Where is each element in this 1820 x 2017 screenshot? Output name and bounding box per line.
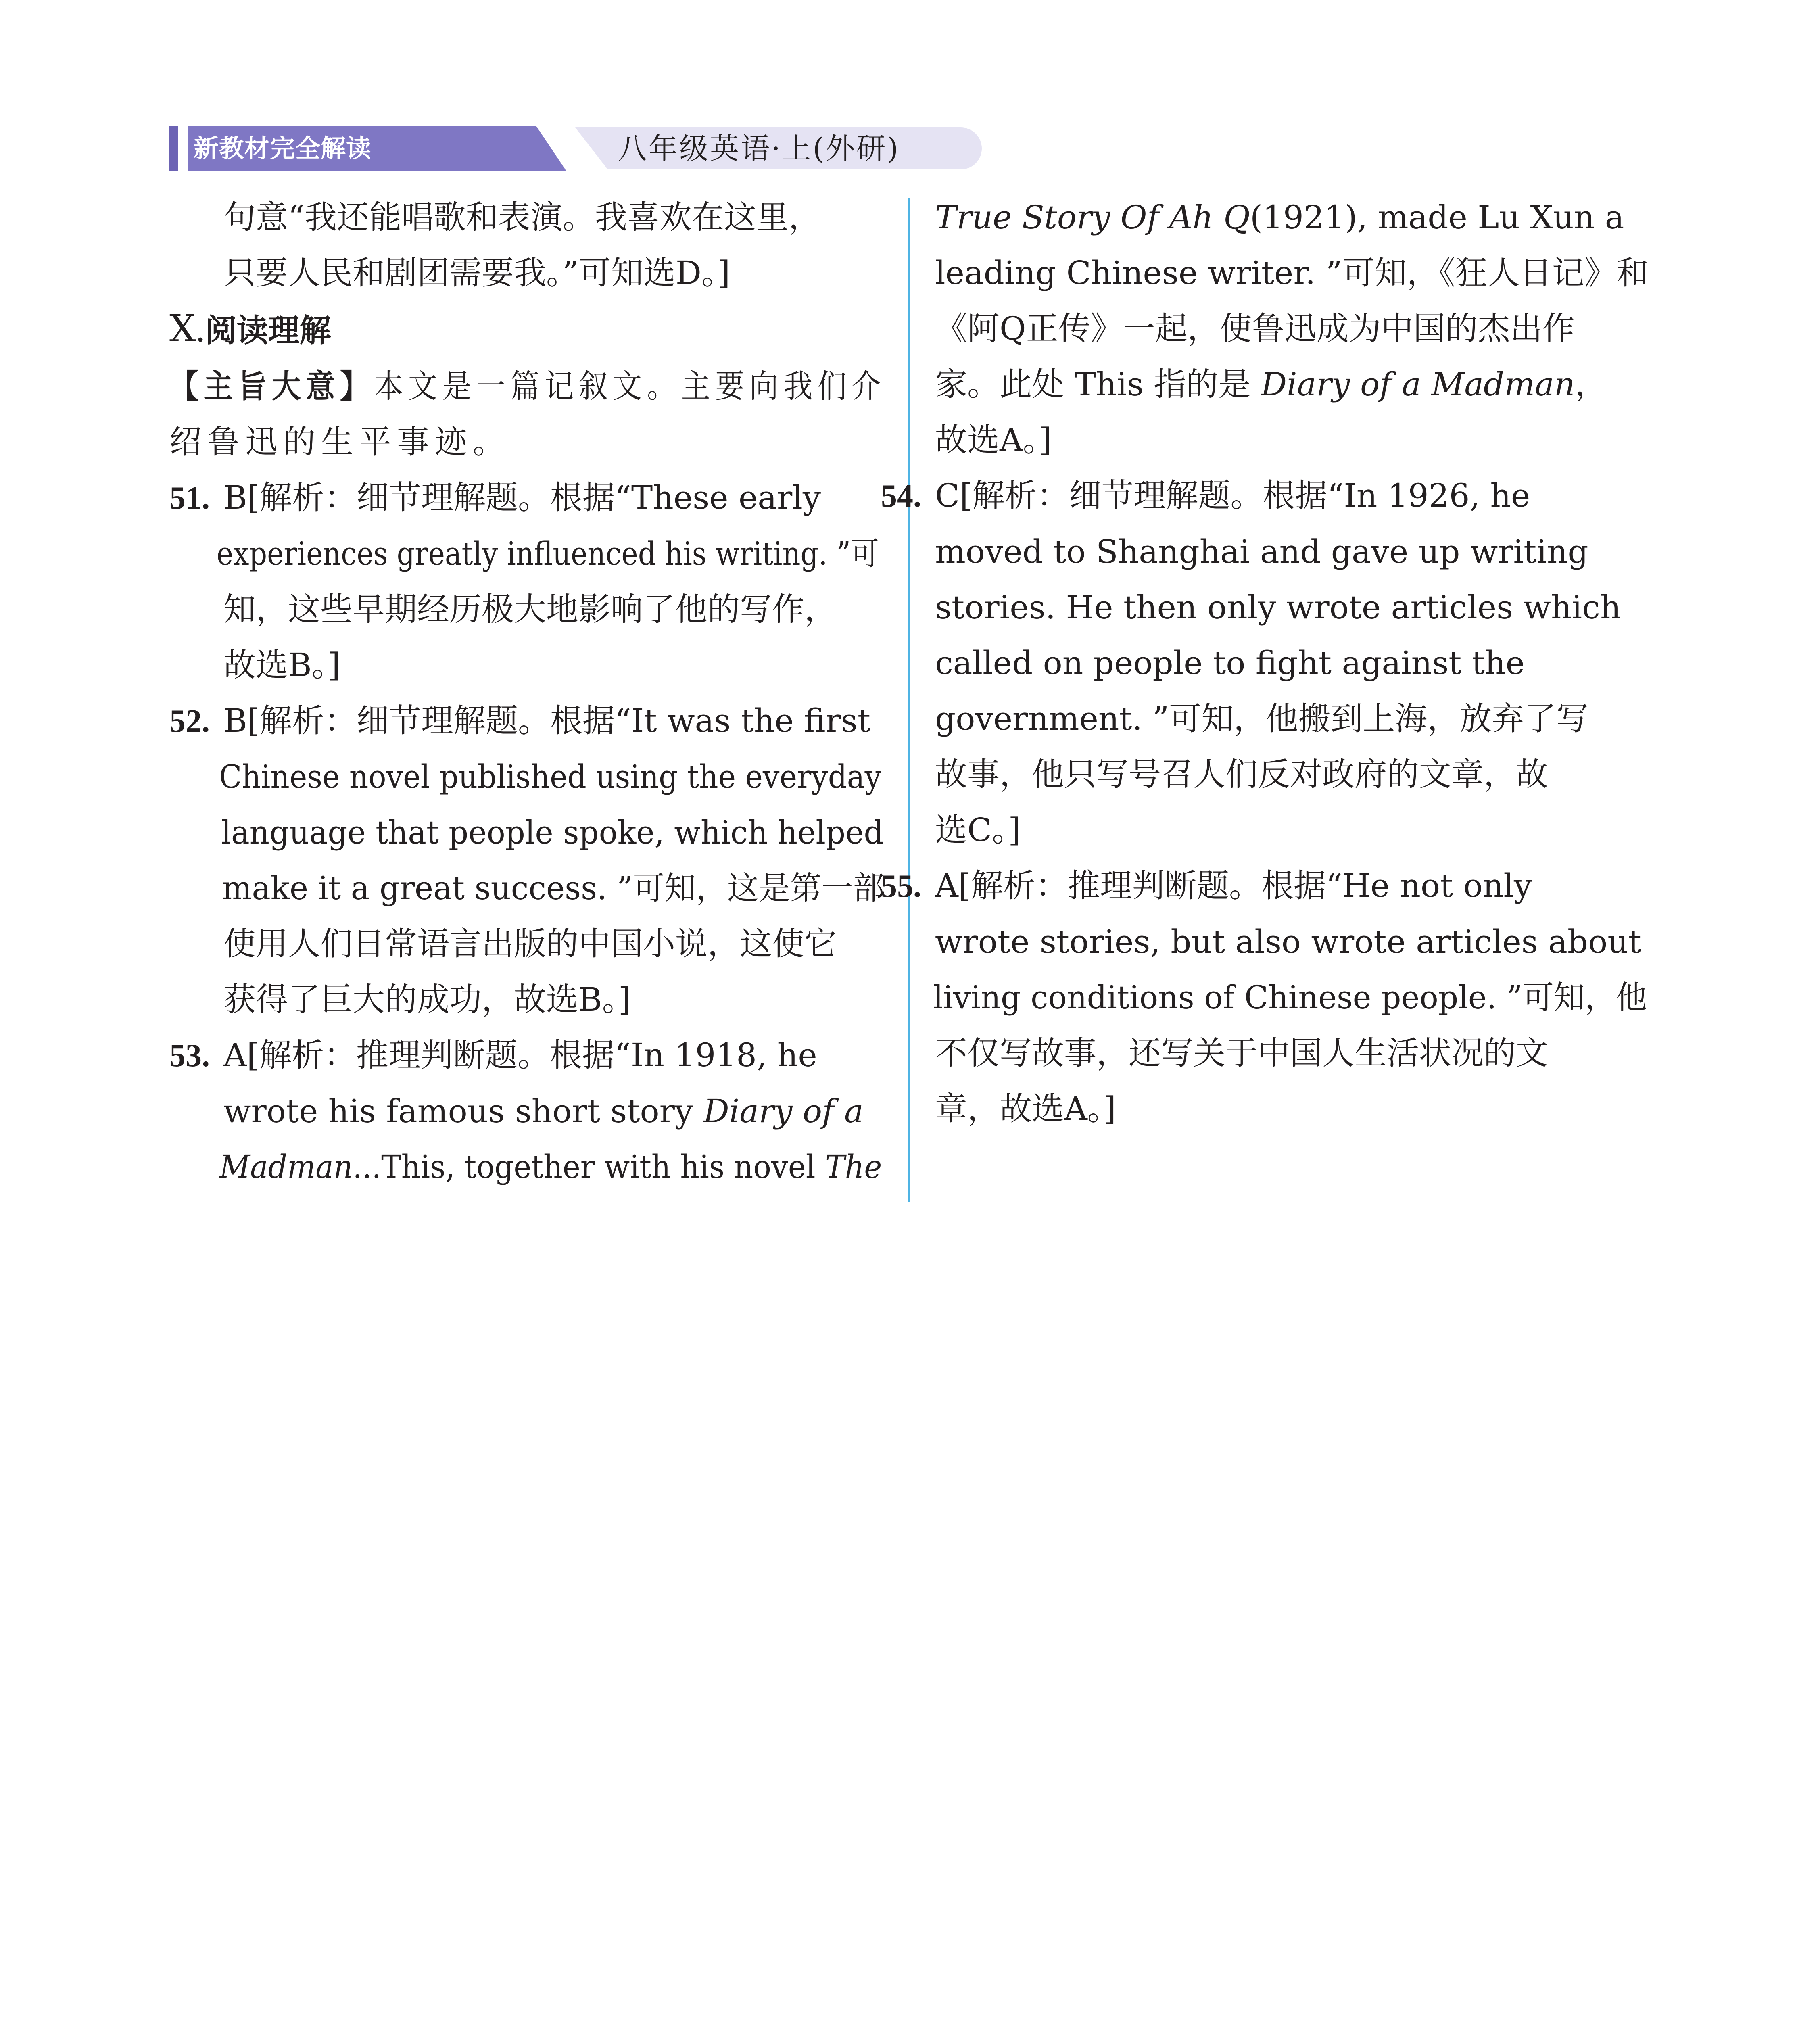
text-line: 本文是一篇记叙文。主要向我们介 [374,367,886,405]
header-accent-bar [169,126,178,171]
left-column [169,190,886,1195]
text-line: 不仅写故事，还写关于中国人生活状况的文 [935,1034,1548,1072]
italic-title: Diary of a [703,1092,864,1130]
text-line: 故选B。] [223,646,340,684]
question-number: 53. [169,1038,210,1073]
text-line: A[解析：推理判断题。根据“He not only [935,867,1532,904]
previous-answer-continuation [169,190,886,301]
question-number: 52. [169,704,210,739]
page-header [169,126,900,171]
answer-53-part1 [169,1027,886,1195]
text-fragment: ， [1575,365,1607,403]
text-fragment: wrote his famous short story [223,1092,703,1130]
question-number: 55. [881,869,921,904]
text-line: stories. He then only wrote articles which [935,589,1621,626]
section-title: 阅读理解 [205,313,331,349]
section-heading [169,301,886,359]
text-line: B[解析：细节理解题。根据“These early [223,479,821,516]
text-line: wrote stories, but also wrote articles about [935,923,1641,960]
italic-title: Diary of a Madman [1261,365,1575,403]
text-fragment: ...This, together with his novel [353,1148,825,1186]
main-idea-summary [169,359,886,470]
text-line: 《阿Q正传》一起，使鲁迅成为中国的杰出作 [935,310,1575,347]
text-line: B[解析：细节理解题。根据“It was the first [223,702,870,739]
text-line: 章，故选A。] [935,1090,1116,1128]
text-line: A[解析：推理判断题。根据“In 1918, he [223,1036,817,1074]
text-line: living conditions of Chinese people. ”可知，他 [933,979,1647,1016]
text-line: moved to Shanghai and gave up writing [935,533,1588,570]
text-line: leading Chinese writer. ”可知，《狂人日记》和 [935,254,1649,292]
text-line: 只要人民和剧团需要我。”可知选D。] [223,254,731,292]
section-number: Ⅹ. [169,308,205,349]
text-line: called on people to fight against the [935,644,1525,682]
right-column [881,190,1649,1137]
answer-54 [881,468,1649,858]
text-line: 句意“我还能唱歌和表演。我喜欢在这里， [223,198,821,236]
text-fragment: (1921), made Lu Xun a [1250,198,1624,236]
italic-title: True Story Of Ah Q [935,198,1250,236]
book-subtitle: 八年级英语·上(外研) [618,132,900,165]
summary-label: 【主旨大意】 [169,367,374,405]
answer-55 [881,858,1649,1137]
text-line: 选C。] [935,811,1021,849]
italic-title: Madman [219,1148,353,1186]
text-line: 故选A。] [935,421,1052,459]
question-number: 54. [881,478,921,514]
book-title: 新教材完全解读 [194,134,372,163]
text-fragment: 家。此处 This 指的是 [935,365,1261,403]
text-line: 故事，他只写号召人们反对政府的文章，故 [935,756,1548,793]
text-line: 绍鲁迅的生平事迹。 [169,423,511,461]
text-line: make it a great success. ”可知，这是第一部 [222,869,885,907]
text-line: government. ”可知，他搬到上海，放弃了写 [935,700,1589,737]
text-line: experiences greatly influenced his writing. ”可 [216,535,879,572]
text-line: 知，这些早期经历极大地影响了他的写作， [223,591,837,628]
text-line: 获得了巨大的成功，故选B。] [223,981,631,1018]
question-number: 51. [169,480,210,516]
text-line: C[解析：细节理解题。根据“In 1926, he [935,477,1530,514]
answer-52 [169,693,886,1027]
text-line: language that people spoke, which helped [221,814,884,851]
italic-title: The [825,1148,882,1186]
answer-53-part2 [935,190,1649,468]
text-line: Chinese novel published using the everyday [219,758,882,796]
text-line: 使用人们日常语言出版的中国小说，这使它 [223,925,837,963]
answer-51 [169,470,886,693]
